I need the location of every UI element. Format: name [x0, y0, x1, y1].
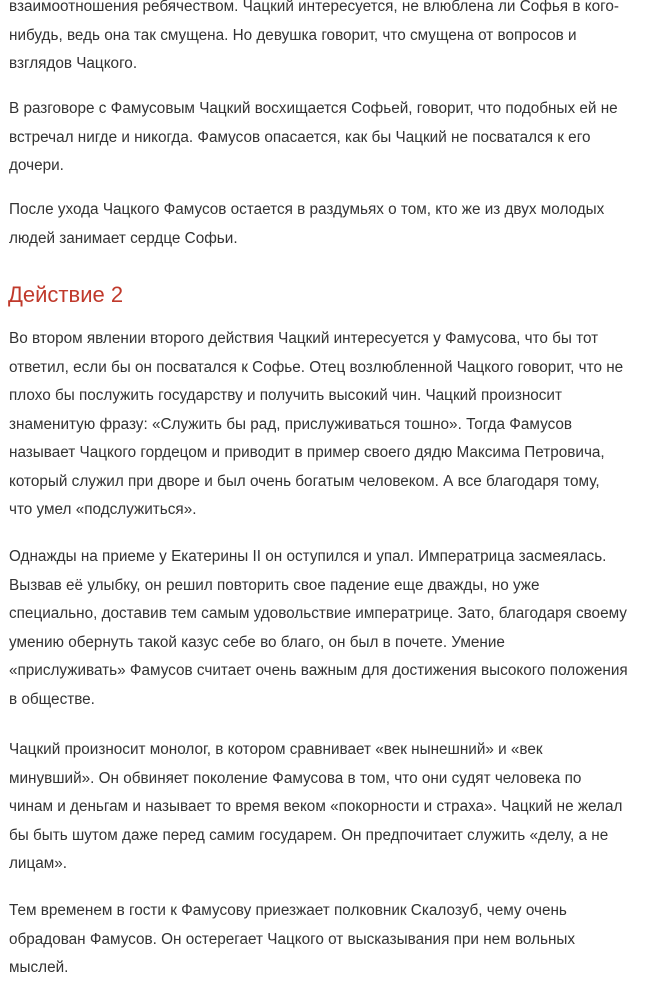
text-line: взаимоотношения ребячеством. Чацкий интересуется, не влюблена ли Софья в кого- — [9, 0, 619, 15]
section-heading: Действие 2 — [8, 282, 124, 307]
text-line: называет Чацкого гордецом и приводит в пример своего дядю Максима Петровича, — [9, 444, 605, 461]
text-line: После ухода Чацкого Фамусов остается в раздумьях о том, кто же из двух молодых — [9, 201, 605, 218]
paragraph-3 — [9, 196, 604, 253]
text-line: что умел «подслужиться». — [9, 501, 197, 518]
text-line: встречал нигде и никогда. Фамусов опасается, как бы Чацкий не посватался к его — [9, 128, 591, 146]
text-line: минувший». Он обвиняет поколение Фамусова в том, что они судят человека по — [9, 769, 582, 787]
text-line: плохо бы послужить государству и получить высокий чин. Чацкий произносит — [9, 387, 562, 404]
text-line: дочери. — [9, 157, 64, 174]
text-line: Тем временем в гости к Фамусову приезжает полковник Скалозуб, чему очень — [9, 902, 567, 919]
paragraph-6 — [9, 736, 622, 879]
paragraph-4 — [9, 325, 623, 525]
text-line: бы быть шутом даже перед самим государем. Он предпочитает служить «делу, а не — [9, 826, 609, 844]
paragraph-2 — [9, 95, 618, 181]
text-line: чинам и деньгам и называет то время веком «покорности и страха». Чацкий не желал — [9, 798, 623, 815]
text-line: взглядов Чацкого. — [9, 55, 138, 72]
text-line: лицам». — [9, 855, 68, 872]
text-line: Однажды на приеме у Екатерины II он оступился и упал. Императрица засмеялась. — [9, 548, 607, 565]
text-line: который служил при дворе и был очень богатым человеком. А все благодаря тому, — [9, 472, 600, 490]
text-line: «прислуживать» Фамусов считает очень важным для достижения высокого положения — [9, 662, 628, 679]
text-line: знаменитую фразу: «Служить бы рад, прислуживаться тошно». Тогда Фамусов — [9, 415, 573, 433]
text-line: в обществе. — [9, 690, 95, 708]
text-line: людей занимает сердце Софьи. — [9, 229, 238, 247]
paragraph-7 — [9, 897, 575, 983]
paragraph-1 — [9, 0, 619, 79]
text-line: нибудь, ведь она так смущена. Но девушка говорит, что смущена от вопросов и — [9, 26, 577, 44]
text-line: специально, доставив тем самым удовольствие императрице. Зато, благодаря своему — [9, 605, 627, 622]
text-line: мыслей. — [9, 959, 69, 976]
text-line: ответил, если бы он посватался к Софье. Отец возлюбленной Чацкого говорит, что не — [9, 358, 624, 376]
paragraph-5 — [9, 543, 628, 714]
text-line: Чацкий произносит монолог, в котором сравнивает «век нынешний» и «век — [9, 741, 543, 758]
text-line: Вызвав её улыбку, он решил повторить свое падение еще дважды, но уже — [9, 576, 540, 594]
text-line: умению обернуть такой казус себе во благо, он был в почете. Умение — [9, 633, 505, 651]
text-line: В разговоре с Фамусовым Чацкий восхищается Софьей, говорит, что подобных ей не — [9, 100, 618, 117]
text-line: Во втором явлении второго действия Чацкий интересуется у Фамусова, что бы тот — [9, 330, 599, 347]
text-line: обрадован Фамусов. Он остерегает Чацкого от высказывания при нем вольных — [9, 930, 576, 948]
